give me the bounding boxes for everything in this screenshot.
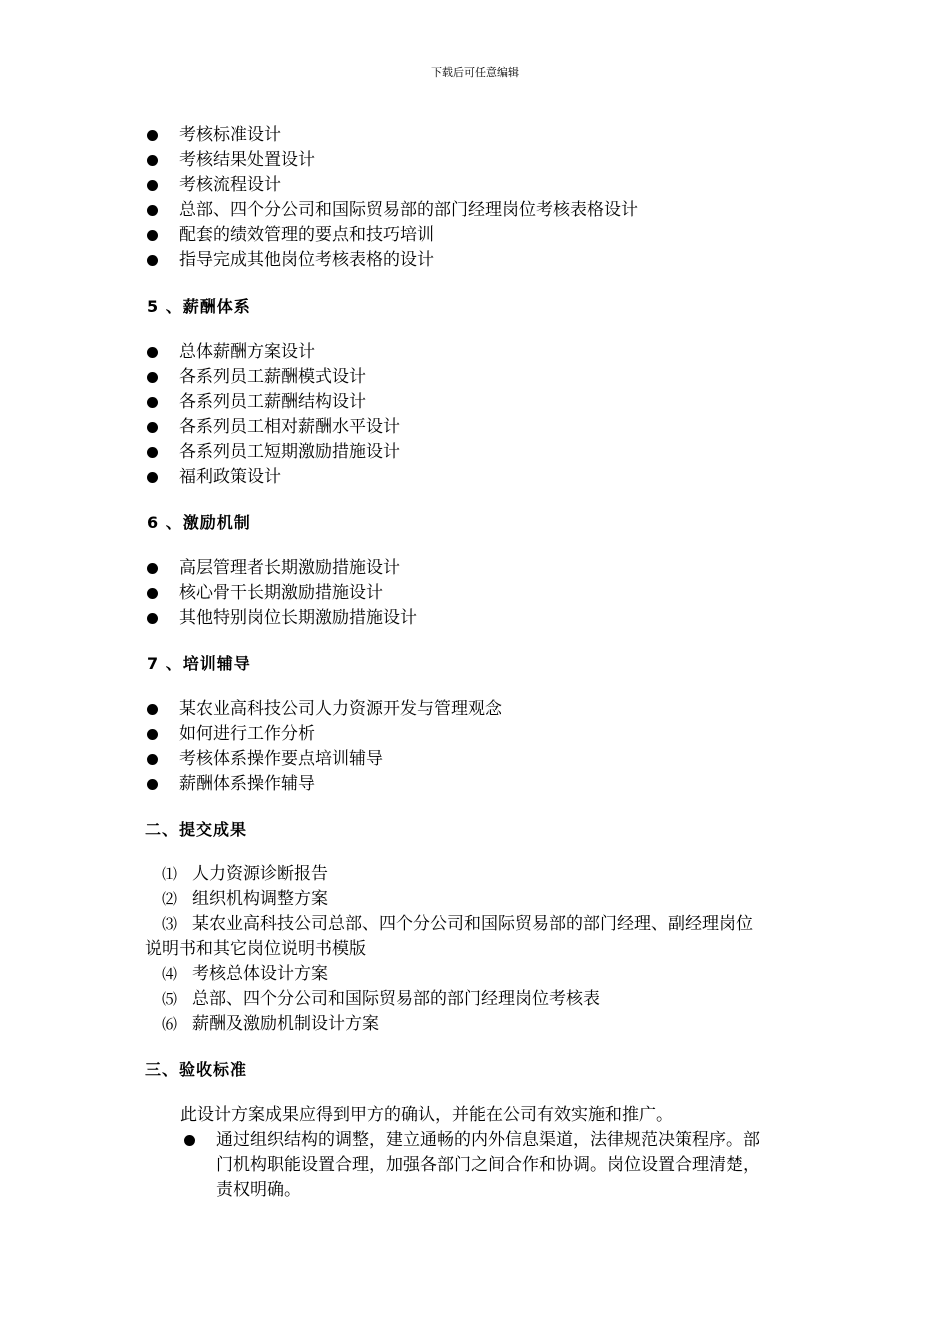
bullet-icon (184, 1135, 195, 1146)
bullet-icon (147, 588, 158, 599)
bullet-icon (147, 255, 158, 266)
deliverables-list-continued (162, 962, 600, 1037)
list-item: 各系列员工相对薪酬水平设计 (145, 415, 400, 440)
list-item: ⑷ 考核总体设计方案 (162, 964, 328, 984)
list-item: 通过组织结构的调整，建立通畅的内外信息渠道，法律规范决策程序。部 门机构职能设置合理，加强各部门之间合作和协调。岗位设置合理清楚， 责权明确。 (184, 1128, 834, 1203)
list-item: 各系列员工薪酬结构设计 (145, 390, 400, 415)
assessment-list (145, 123, 638, 273)
bullet-icon (147, 347, 158, 358)
list-item: 其他特别岗位长期激励措施设计 (145, 606, 417, 631)
section-heading-incentive: 6 、激励机制 (147, 513, 251, 532)
bullet-icon (147, 205, 158, 216)
list-item: 福利政策设计 (145, 465, 400, 490)
list-item: 核心骨干长期激励措施设计 (145, 581, 417, 606)
list-item: ⑹ 薪酬及激励机制设计方案 (162, 1014, 379, 1034)
bullet-icon (147, 155, 158, 166)
list-item: 考核流程设计 (145, 173, 638, 198)
bullet-icon (147, 472, 158, 483)
list-item: 考核结果处置设计 (145, 148, 638, 173)
list-item: 考核体系操作要点培训辅导 (145, 747, 502, 772)
bullet-icon (147, 447, 158, 458)
bullet-icon (147, 563, 158, 574)
acceptance-intro: 此设计方案成果应得到甲方的确认，并能在公司有效实施和推广。 (180, 1105, 673, 1125)
list-item: 如何进行工作分析 (145, 722, 502, 747)
incentive-list (145, 556, 417, 631)
list-item: ⑸ 总部、四个分公司和国际贸易部的部门经理岗位考核表 (162, 989, 600, 1009)
section-heading-training: 7 、培训辅导 (147, 654, 251, 673)
bullet-icon (147, 613, 158, 624)
salary-list (145, 340, 400, 490)
bullet-icon (147, 704, 158, 715)
bullet-icon (147, 397, 158, 408)
list-item: 指导完成其他岗位考核表格的设计 (145, 248, 638, 273)
bullet-icon (147, 230, 158, 241)
training-list (145, 697, 502, 797)
page-header: 下载后可任意编辑 (431, 66, 519, 79)
bullet-icon (147, 422, 158, 433)
section-heading-salary: 5 、薪酬体系 (147, 297, 251, 316)
bullet-icon (147, 779, 158, 790)
list-item: 总部、四个分公司和国际贸易部的部门经理岗位考核表格设计 (145, 198, 638, 223)
list-item: 薪酬体系操作辅导 (145, 772, 502, 797)
bullet-icon (147, 729, 158, 740)
list-item: ⑶ 某农业高科技公司总部、四个分公司和国际贸易部的部门经理、副经理岗位 说明书和其它岗位说明书模版 (145, 914, 753, 959)
list-item: ⑵ 组织机构调整方案 (162, 889, 328, 909)
bullet-icon (147, 372, 158, 383)
bullet-icon (147, 130, 158, 141)
list-item: 某农业高科技公司人力资源开发与管理观念 (145, 697, 502, 722)
bullet-icon (147, 180, 158, 191)
list-item: ⑴ 人力资源诊断报告 (162, 864, 328, 884)
section-heading-deliverables: 二、提交成果 (145, 820, 248, 839)
list-item: 配套的绩效管理的要点和技巧培训 (145, 223, 638, 248)
deliverables-list (162, 862, 328, 912)
list-item: 考核标准设计 (145, 123, 638, 148)
bullet-icon (147, 754, 158, 765)
list-item: 总体薪酬方案设计 (145, 340, 400, 365)
list-item: 高层管理者长期激励措施设计 (145, 556, 417, 581)
section-heading-acceptance: 三、验收标准 (145, 1060, 248, 1079)
list-item: 各系列员工短期激励措施设计 (145, 440, 400, 465)
list-item: 各系列员工薪酬模式设计 (145, 365, 400, 390)
